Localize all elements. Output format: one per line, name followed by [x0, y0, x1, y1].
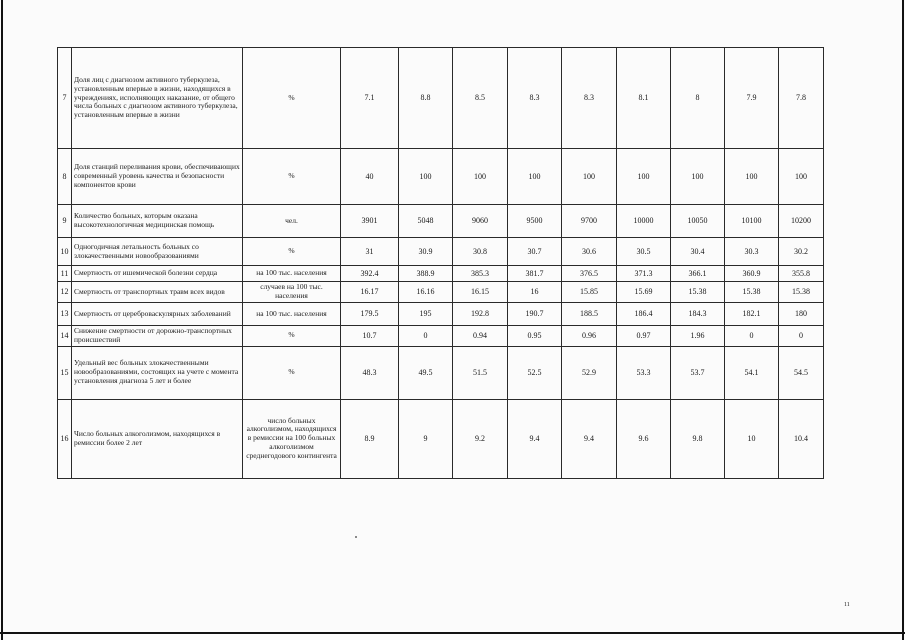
- value-cell: 5048: [399, 205, 453, 238]
- value-cell: 0: [779, 326, 824, 347]
- value-cell: 16: [508, 282, 562, 303]
- unit-of-measure: на 100 тыс. населения: [243, 266, 341, 282]
- value-cell: 100: [399, 149, 453, 205]
- indicator-name: Смертность от ишемической болезни сердца: [72, 266, 243, 282]
- value-cell: 188.5: [562, 303, 617, 326]
- value-cell: 54.1: [725, 346, 779, 399]
- value-cell: 30.7: [508, 238, 562, 266]
- indicator-name: Одногодичная летальность больных со злокачественными новообразованиями: [72, 238, 243, 266]
- value-cell: 16.16: [399, 282, 453, 303]
- table-row: [58, 346, 824, 399]
- value-cell: 100: [453, 149, 508, 205]
- value-cell: 0.97: [617, 326, 671, 347]
- value-cell: 9: [399, 399, 453, 478]
- value-cell: 9.2: [453, 399, 508, 478]
- value-cell: 100: [562, 149, 617, 205]
- indicator-name: Доля лиц с диагнозом активного туберкулеза, установленным впервые в жизни, находящихся в учреждениях, исполняющих наказание, от общего числа больных с диагнозом активного туберкулеза, установленным впервые в жизни: [72, 48, 243, 149]
- value-cell: 51.5: [453, 346, 508, 399]
- table-row: [58, 205, 824, 238]
- value-cell: 385.3: [453, 266, 508, 282]
- unit-of-measure: %: [243, 238, 341, 266]
- value-cell: 15.85: [562, 282, 617, 303]
- row-number: 14: [58, 326, 72, 347]
- table-row: [58, 238, 824, 266]
- value-cell: 8.3: [508, 48, 562, 149]
- row-number: 12: [58, 282, 72, 303]
- value-cell: 10200: [779, 205, 824, 238]
- table-row: [58, 303, 824, 326]
- value-cell: 100: [617, 149, 671, 205]
- unit-of-measure: %: [243, 149, 341, 205]
- indicator-name: Количество больных, которым оказана высокотехнологичная медицинская помощь: [72, 205, 243, 238]
- value-cell: 1.96: [671, 326, 725, 347]
- value-cell: 180: [779, 303, 824, 326]
- unit-of-measure: %: [243, 346, 341, 399]
- value-cell: 15.38: [671, 282, 725, 303]
- value-cell: 53.7: [671, 346, 725, 399]
- value-cell: 0.95: [508, 326, 562, 347]
- value-cell: 179.5: [341, 303, 399, 326]
- value-cell: 9060: [453, 205, 508, 238]
- value-cell: 0: [399, 326, 453, 347]
- row-number: 9: [58, 205, 72, 238]
- value-cell: 40: [341, 149, 399, 205]
- indicator-name: Снижение смертности от дорожно-транспортных происшествий: [72, 326, 243, 347]
- value-cell: 49.5: [399, 346, 453, 399]
- value-cell: 100: [779, 149, 824, 205]
- value-cell: 15.38: [779, 282, 824, 303]
- value-cell: 184.3: [671, 303, 725, 326]
- value-cell: 8.3: [562, 48, 617, 149]
- row-number: 13: [58, 303, 72, 326]
- value-cell: 100: [725, 149, 779, 205]
- page-number: 11: [844, 602, 850, 608]
- value-cell: 381.7: [508, 266, 562, 282]
- table-row: [58, 266, 824, 282]
- value-cell: 48.3: [341, 346, 399, 399]
- value-cell: 7.1: [341, 48, 399, 149]
- value-cell: 16.15: [453, 282, 508, 303]
- value-cell: 3901: [341, 205, 399, 238]
- indicator-name: Число больных алкоголизмом, находящихся в ремиссии более 2 лет: [72, 399, 243, 478]
- value-cell: 376.5: [562, 266, 617, 282]
- value-cell: 186.4: [617, 303, 671, 326]
- value-cell: 16.17: [341, 282, 399, 303]
- value-cell: 0.96: [562, 326, 617, 347]
- value-cell: 8.1: [617, 48, 671, 149]
- value-cell: 9.6: [617, 399, 671, 478]
- value-cell: 15.38: [725, 282, 779, 303]
- value-cell: 9.4: [562, 399, 617, 478]
- value-cell: 8: [671, 48, 725, 149]
- unit-of-measure: случаев на 100 тыс. населения: [243, 282, 341, 303]
- value-cell: 355.8: [779, 266, 824, 282]
- table-row: [58, 149, 824, 205]
- value-cell: 52.5: [508, 346, 562, 399]
- value-cell: 30.9: [399, 238, 453, 266]
- value-cell: 10.4: [779, 399, 824, 478]
- value-cell: 30.5: [617, 238, 671, 266]
- value-cell: 9.8: [671, 399, 725, 478]
- unit-of-measure: %: [243, 326, 341, 347]
- table-row: [58, 48, 824, 149]
- value-cell: 30.4: [671, 238, 725, 266]
- value-cell: 192.8: [453, 303, 508, 326]
- table-row: [58, 282, 824, 303]
- unit-of-measure: число больных алкоголизмом, находящихся в ремиссии на 100 больных алкоголизмом среднегодового контингента: [243, 399, 341, 478]
- value-cell: 30.3: [725, 238, 779, 266]
- value-cell: 360.9: [725, 266, 779, 282]
- indicators-table: [57, 47, 824, 479]
- unit-of-measure: чел.: [243, 205, 341, 238]
- row-number: 11: [58, 266, 72, 282]
- row-number: 15: [58, 346, 72, 399]
- value-cell: 30.8: [453, 238, 508, 266]
- value-cell: 100: [671, 149, 725, 205]
- value-cell: 9700: [562, 205, 617, 238]
- row-number: 7: [58, 48, 72, 149]
- unit-of-measure: %: [243, 48, 341, 149]
- indicator-name: Смертность от цереброваскулярных заболеваний: [72, 303, 243, 326]
- value-cell: 10.7: [341, 326, 399, 347]
- indicator-name: Доля станций переливания крови, обеспечивающих современный уровень качества и безопасности компонентов крови: [72, 149, 243, 205]
- value-cell: 100: [508, 149, 562, 205]
- value-cell: 7.9: [725, 48, 779, 149]
- value-cell: 9.4: [508, 399, 562, 478]
- value-cell: 366.1: [671, 266, 725, 282]
- value-cell: 182.1: [725, 303, 779, 326]
- scan-bottom-edge: [0, 632, 905, 634]
- row-number: 16: [58, 399, 72, 478]
- value-cell: 53.3: [617, 346, 671, 399]
- value-cell: 7.8: [779, 48, 824, 149]
- indicator-name: Удельный вес больных злокачественными новообразованиями, состоящих на учете с момента установления диагноза 5 лет и более: [72, 346, 243, 399]
- value-cell: 195: [399, 303, 453, 326]
- value-cell: 8.5: [453, 48, 508, 149]
- value-cell: 9500: [508, 205, 562, 238]
- value-cell: 30.6: [562, 238, 617, 266]
- unit-of-measure: на 100 тыс. населения: [243, 303, 341, 326]
- value-cell: 10100: [725, 205, 779, 238]
- value-cell: 10000: [617, 205, 671, 238]
- value-cell: 0: [725, 326, 779, 347]
- value-cell: 10050: [671, 205, 725, 238]
- value-cell: 54.5: [779, 346, 824, 399]
- value-cell: 52.9: [562, 346, 617, 399]
- indicator-name: Смертность от транспортных травм всех видов: [72, 282, 243, 303]
- value-cell: 31: [341, 238, 399, 266]
- table-row: [58, 399, 824, 478]
- row-number: 10: [58, 238, 72, 266]
- value-cell: 190.7: [508, 303, 562, 326]
- table-row: [58, 326, 824, 347]
- value-cell: 8.8: [399, 48, 453, 149]
- value-cell: 15.69: [617, 282, 671, 303]
- value-cell: 10: [725, 399, 779, 478]
- scan-speck: [355, 536, 357, 538]
- value-cell: 392.4: [341, 266, 399, 282]
- value-cell: 8.9: [341, 399, 399, 478]
- value-cell: 30.2: [779, 238, 824, 266]
- row-number: 8: [58, 149, 72, 205]
- value-cell: 371.3: [617, 266, 671, 282]
- value-cell: 0.94: [453, 326, 508, 347]
- value-cell: 388.9: [399, 266, 453, 282]
